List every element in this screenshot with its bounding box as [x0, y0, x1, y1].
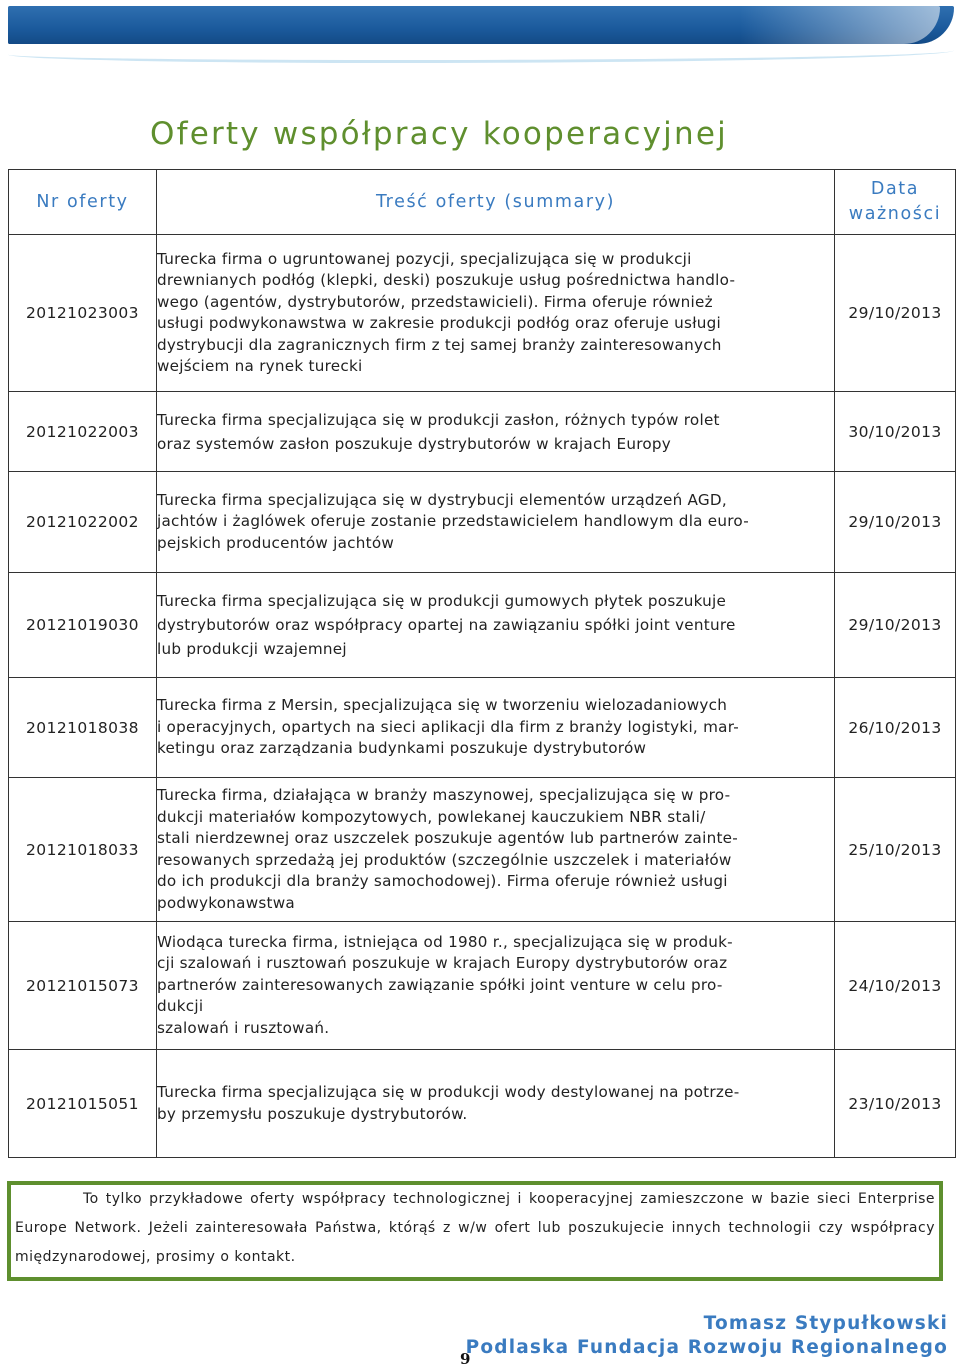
offer-expiry-date: 24/10/2013 [835, 922, 956, 1050]
offer-summary: Turecka firma specjalizująca się w produkcji zasłon, różnych typów rolet oraz systemów zasłon poszukuje dystrybutorów w krajach Europy [157, 392, 835, 472]
offer-number: 20121022003 [9, 392, 157, 472]
banner-swoosh [8, 42, 954, 63]
table-row [9, 1050, 956, 1158]
offer-expiry-date: 29/10/2013 [835, 573, 956, 678]
offer-summary: Wiodąca turecka firma, istniejąca od 1980 r., specjalizująca się w produk- cji szalowań i rusztowań poszukuje w krajach Europy dystrybutorów oraz partnerów zainteresowanych zawiązanie spółki joint venture w celu pro- dukcji szalowań i rusztowań. [157, 922, 835, 1050]
author-organization: Podlaska Fundacja Rozwoju Regionalnego [465, 1337, 948, 1358]
offer-number: 20121015051 [9, 1050, 157, 1158]
offer-summary: Turecka firma specjalizująca się w produkcji gumowych płytek poszukuje dystrybutorów oraz współpracy opartej na zawiązaniu spółki joint venture lub produkcji wzajemnej [157, 573, 835, 678]
offer-number: 20121022002 [9, 472, 157, 573]
header-banner [8, 6, 954, 44]
offer-expiry-date: 30/10/2013 [835, 392, 956, 472]
header-expiry-date [835, 170, 956, 235]
page-number: 9 [460, 1350, 471, 1368]
offer-expiry-date: 29/10/2013 [835, 472, 956, 573]
offer-expiry-date: 23/10/2013 [835, 1050, 956, 1158]
offer-number: 20121023003 [9, 235, 157, 392]
header-expiry-date-label: Data ważności [848, 179, 942, 224]
table-header-row [9, 170, 956, 235]
offers-table [8, 169, 956, 1158]
table-row [9, 472, 956, 573]
table-row [9, 922, 956, 1050]
table-row [9, 573, 956, 678]
offer-expiry-date: 29/10/2013 [835, 235, 956, 392]
offer-expiry-date: 25/10/2013 [835, 778, 956, 922]
offer-summary: Turecka firma specjalizująca się w produkcji wody destylowanej na potrze- by przemysłu poszukuje dystrybutorów. [157, 1050, 835, 1158]
table-row [9, 778, 956, 922]
footnote-box: To tylko przykładowe oferty współpracy technologicznej i kooperacyjnej zamieszczone w bazie sieci Enterprise Europe Network. Jeżeli zainteresowała Państwa, którąś z w/w ofert lub poszukujecie innych technologii czy współpracy międzynarodowej, prosimy o kontakt. [7, 1181, 943, 1281]
header-nr-oferty: Nr oferty [9, 170, 157, 235]
offer-summary: Turecka firma, działająca w branży maszynowej, specjalizująca się w pro- dukcji materiałów kompozytowych, powlekanej kauczukiem NBR stali/ stali nierdzewnej oraz uszczelek poszukuje agentów lub partnerów zainte- resowanych sprzedażą jej produktów (szczególnie uszczelek i materiałów do ich produkcji dla branży samochodowej). Firma oferuje również usługi podwykonawstwa [157, 778, 835, 922]
banner-highlight [740, 6, 940, 44]
offer-summary: Turecka firma o ugruntowanej pozycji, specjalizująca się w produkcji drewnianych podłóg (klepki, deski) poszukuje usług pośrednictwa handlo- wego (agentów, dystrybutorów, przedstawicieli). Firma oferuje również usługi podwykonawstwa w zakresie produkcji podłóg oraz oferuje usługi dystrybucji dla zagranicznych firm z tej samej branży zainteresowanych wejściem na rynek turecki [157, 235, 835, 392]
header-summary: Treść oferty (summary) [157, 170, 835, 235]
table-row [9, 392, 956, 472]
offer-number: 20121015073 [9, 922, 157, 1050]
table-row [9, 678, 956, 778]
author-block [466, 1312, 948, 1360]
offer-number: 20121019030 [9, 573, 157, 678]
offer-number: 20121018033 [9, 778, 157, 922]
offer-summary: Turecka firma specjalizująca się w dystrybucji elementów urządzeń AGD, jachtów i żaglówek oferuje zostanie przedstawicielem handlowym dla euro- pejskich producentów jachtów [157, 472, 835, 573]
offer-expiry-date: 26/10/2013 [835, 678, 956, 778]
offer-number: 20121018038 [9, 678, 157, 778]
offer-summary: Turecka firma z Mersin, specjalizująca się w tworzeniu wielozadaniowych i operacyjnych, opartych na sieci aplikacji dla firm z branży logistyki, mar- ketingu oraz zarządzania budynkami poszukuje dystrybutorów [157, 678, 835, 778]
author-name: Tomasz Stypułkowski [703, 1313, 948, 1334]
page-title: Oferty współpracy kooperacyjnej [150, 116, 728, 152]
table-row [9, 235, 956, 392]
